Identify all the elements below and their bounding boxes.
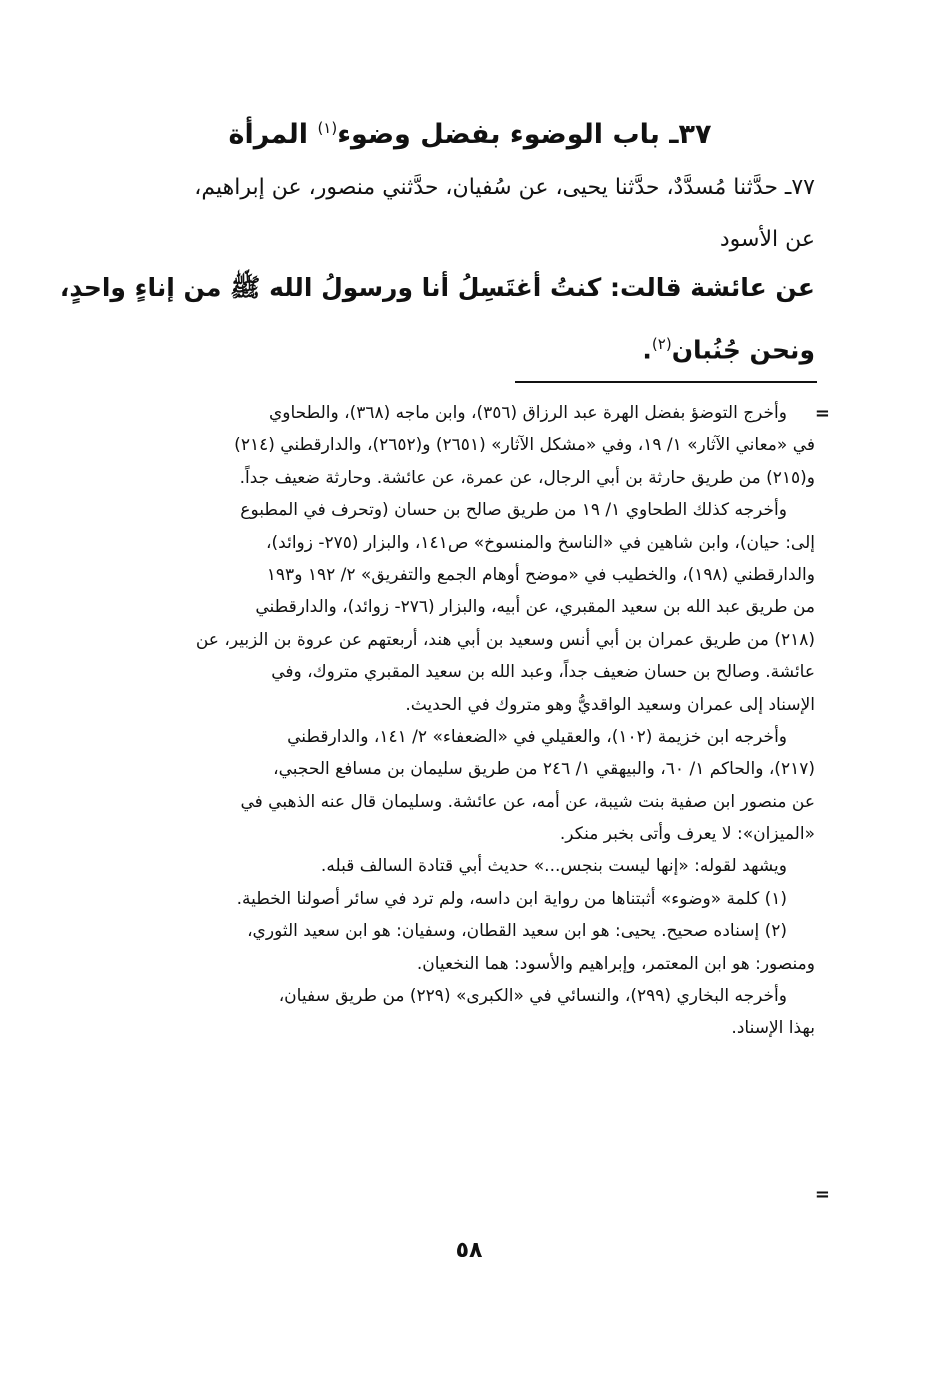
footnote-line: بهذا الإسناد. (731, 1018, 815, 1039)
footnote-line: إلى: حيان)، وابن شاهين في «الناسخ والمنسوخ» ص١٤١، والبزار (٢٧٥- زوائد)، (266, 532, 815, 553)
isnad-line: عن الأسود (719, 227, 815, 252)
isnad-line: ٧٧ـ حدَّثنا مُسدَّدٌ، حدَّثنا يحيى، عن سُفيان، حدَّثني منصور، عن إبراهيم، (194, 175, 815, 200)
matn-line: عن عائشة قالت: كنتُ أغتَسِلُ أنا ورسولُ الله ﷺ من إناءٍ واحدٍ، (59, 273, 815, 302)
footnote-line: «الميزان»: لا يعرف وأتى بخبر منكر. (559, 824, 815, 845)
matn-text: ونحن جُنُبان (671, 335, 815, 365)
footnote-line: وأخرجه البخاري (٢٩٩)، والنسائي في «الكبرى» (٢٢٩) من طريق سفيان، (278, 986, 787, 1007)
footnote-ref-1: (١) (317, 119, 338, 137)
footnote-line: وأخرجه كذلك الطحاوي ١/ ١٩ من طريق صالح بن حسان (وتحرف في المطبوع (240, 500, 787, 521)
footnote-line: (٢١٧)، والحاكم ١/ ٦٠، والبيهقي ١/ ٢٤٦ من طريق سليمان بن مسافع الحجبي، (273, 759, 815, 780)
matn-line (100, 316, 815, 378)
footnote-line: الإسناد إلى عمران وسعيد الواقديُّ وهو متروك في الحديث. (405, 694, 815, 715)
footnote-line: عائشة. وصالح بن حسان ضعيف جداً، وعبد الله بن سعيد المقبري متروك، وفي (271, 662, 815, 683)
page-number: ٥٨ (455, 1238, 483, 1263)
footnote-line: ويشهد لقوله: «إنها ليست بنجس...» حديث أبي قتادة السالف قبله. (320, 856, 787, 877)
hadith-matn (59, 260, 815, 378)
footnote-line: و(٢١٥) من طريق حارثة بن أبي الرجال، عن عمرة، عن عائشة. وحارثة ضعيف جداً. (239, 467, 815, 488)
footnote-line: (٢١٨) من طريق عمران بن أبي أنس وسعيد بن أبي هند، أربعتهم عن عروة بن الزبير، عن (195, 629, 815, 650)
footnote-separator (515, 381, 817, 383)
footnote-line: وأخرج التوضؤ بفضل الهرة عبد الرزاق (٣٥٦)، وابن ماجه (٣٦٨)، والطحاوي (268, 403, 787, 423)
hadith-isnad (100, 162, 815, 266)
footnote-line: والدارقطني (١٩٨)، والخطيب في «موضح أوهام الجمع والتفريق» ٢/ ١٩٢ و١٩٣ (266, 564, 815, 585)
continuation-mark-top: = (814, 403, 830, 424)
footnote-line: من طريق عبد الله بن سعيد المقبري، عن أبيه، والبزار (٢٧٦- زوائد)، والدارقطني (255, 597, 815, 618)
footnote-line: في «معاني الآثار» ١/ ١٩، وفي «مشكل الآثار» (٢٦٥١) و(٢٦٥٢)، والدارقطني (٢١٤) (234, 435, 815, 456)
footnote-line: ومنصور: هو ابن المعتمر، وإبراهيم والأسود: هما النخعيان. (416, 953, 815, 974)
footnote-line: وأخرجه ابن خزيمة (١٠٢)، والعقيلي في «الضعفاء» ٢/ ١٤١، والدارقطني (287, 726, 787, 747)
continuation-mark-bottom: = (814, 1184, 830, 1205)
matn-end: . (642, 335, 652, 365)
footnote-line: عن منصور ابن صفية بنت شيبة، عن أمه، عن عائشة. وسليمان قال عنه الذهبي في (240, 791, 815, 812)
footnote-1: (١) كلمة «وضوء» أثبتناها من رواية ابن داسه، ولم ترد في سائر أصولنا الخطية. (236, 888, 787, 909)
chapter-title-end: المرأة (228, 119, 309, 150)
chapter-title-text: ٣٧ـ باب الوضوء بفضل وضوء (337, 119, 712, 150)
footnotes (95, 397, 815, 1045)
footnote-2: (٢) إسناده صحيح. يحيى: هو ابن سعيد القطان، وسفيان: هو ابن سعيد الثوري، (247, 921, 787, 942)
chapter-title (120, 98, 820, 165)
footnote-ref-2: (٢) (651, 335, 672, 353)
